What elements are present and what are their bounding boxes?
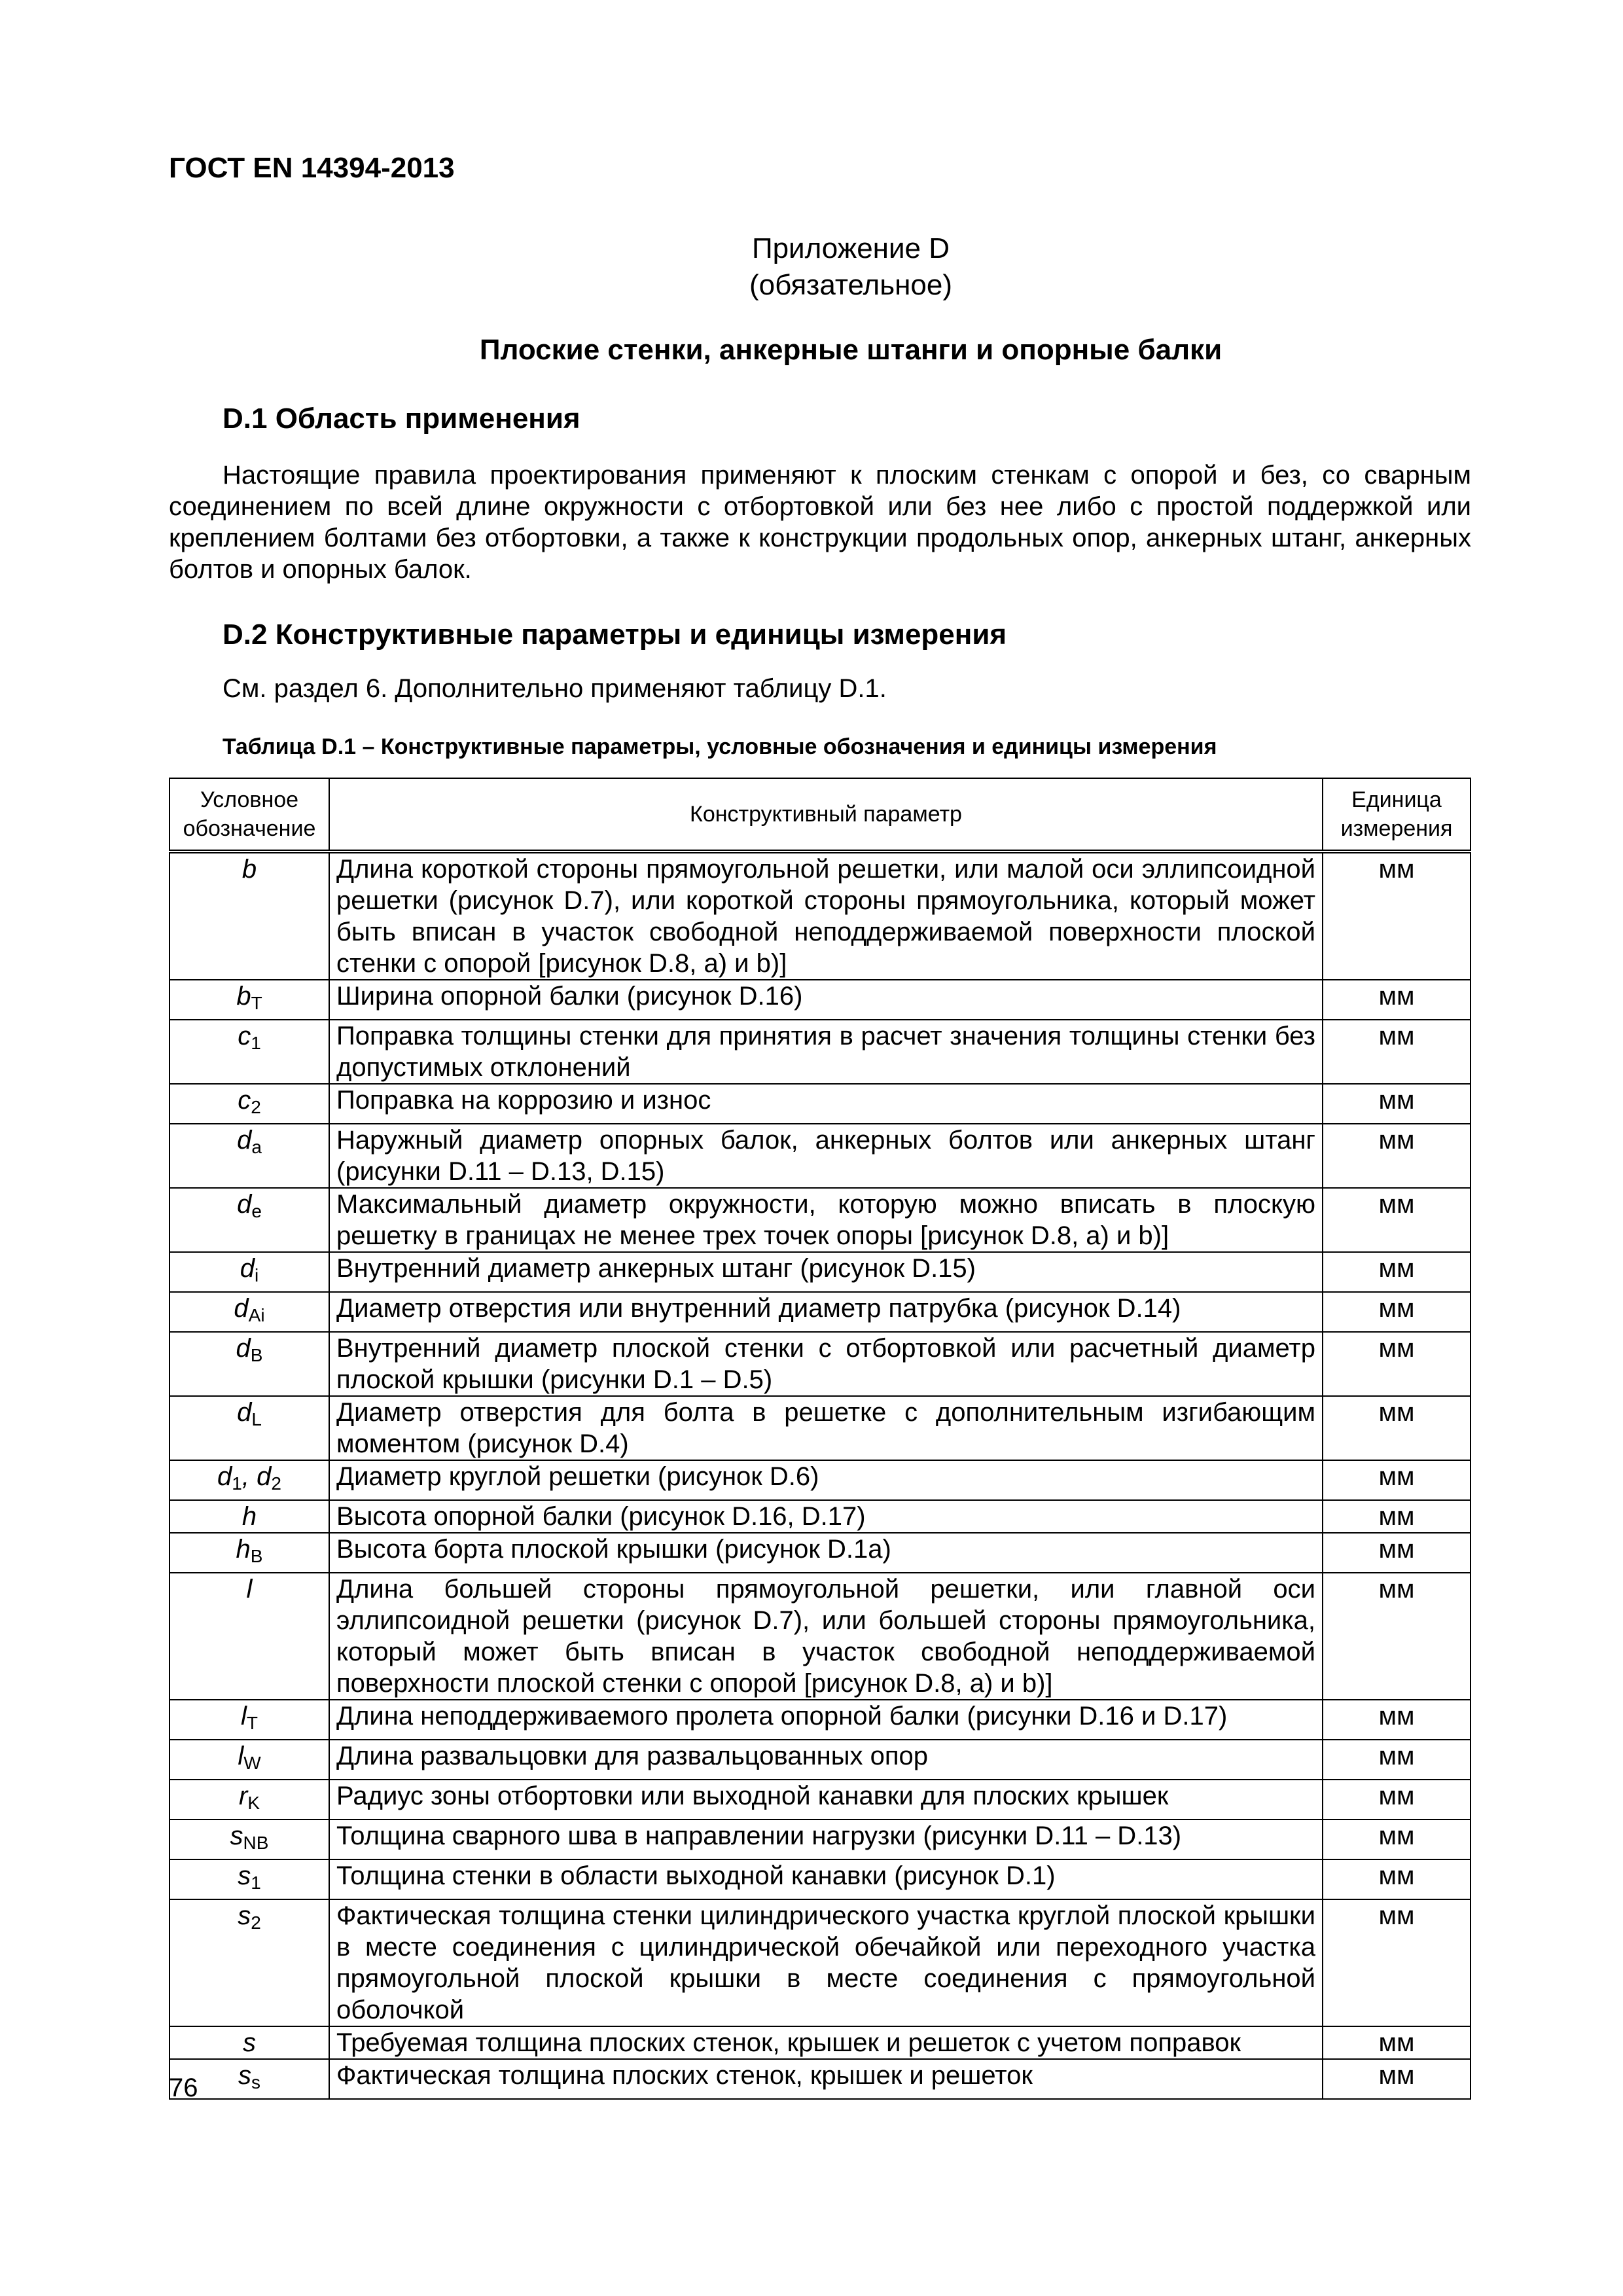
- parameter-description: Длина короткой стороны прямоугольной решетки, или малой оси эллипсоидной решетки (рисунок D.7), или короткой стороны прямоугольника, который может быть вписан в участок свободной неподдерживаемой поверхности плоской стенки с опорой [рисунок D.8, a) и b)]: [329, 852, 1323, 980]
- parameter-description: Наружный диаметр опорных балок, анкерных болтов или анкерных штанг (рисунки D.11 – D.13, D.15): [329, 1124, 1323, 1188]
- annex-status: (обязательное): [749, 269, 953, 301]
- header-unit: [1323, 778, 1471, 852]
- symbol-letter: c: [238, 1086, 251, 1115]
- header-parameter: Конструктивный параметр: [329, 778, 1323, 852]
- table-caption: Таблица D.1 – Конструктивные параметры, условные обозначения и единицы измерения: [223, 734, 1217, 759]
- table-body: [169, 852, 1471, 2099]
- parameter-description: Требуемая толщина плоских стенок, крышек и решеток с учетом поправок: [329, 2026, 1323, 2059]
- parameter-description: Поправка на коррозию и износ: [329, 1084, 1323, 1124]
- table-row: [169, 1332, 1471, 1396]
- table-row: [169, 1573, 1471, 1700]
- symbol-letter: d: [237, 1126, 252, 1155]
- unit-cell: мм: [1323, 1859, 1471, 1899]
- parameter-description: Длина развальцовки для развальцованных опор: [329, 1740, 1323, 1780]
- table-row: [169, 1500, 1471, 1533]
- unit-cell: мм: [1323, 1740, 1471, 1780]
- symbol-subscript: B: [250, 1546, 263, 1566]
- symbol-letter: c: [238, 1022, 251, 1050]
- header-symbol: [169, 778, 329, 852]
- table-row: [169, 1460, 1471, 1500]
- unit-cell: мм: [1323, 1084, 1471, 1124]
- table-header-row: [169, 778, 1471, 852]
- parameter-description: Длина большей стороны прямоугольной решетки, или главной оси эллипсоидной решетки (рисунок D.7), или большей стороны прямоугольника, который может быть вписан в участок свободной неподдерживаемой поверхности плоской стенки с опорой [рисунок D.8, a) и b)]: [329, 1573, 1323, 1700]
- annex-main-title: Плоские стенки, анкерные штанги и опорные балки: [479, 334, 1222, 366]
- symbol-subscript: NB: [243, 1833, 269, 1853]
- symbol-letter: d: [237, 1190, 252, 1219]
- symbol-subscript: K: [247, 1793, 260, 1813]
- table-row: [169, 1899, 1471, 2026]
- unit-cell: мм: [1323, 852, 1471, 980]
- header-unit-line2: измерения: [1340, 816, 1453, 841]
- symbol-subscript: 2: [251, 1912, 261, 1933]
- symbol-cell: [169, 1084, 329, 1124]
- symbol-cell: [169, 1573, 329, 1700]
- symbol-cell: [169, 1460, 329, 1500]
- unit-cell: мм: [1323, 1252, 1471, 1292]
- parameter-description: Фактическая толщина стенки цилиндрического участка круглой плоской крышки в месте соединения с цилиндрической обечайкой или переходного участка прямоугольной плоской крышки в месте соединения с прямоугольной оболочкой: [329, 1899, 1323, 2026]
- symbol-letter: l: [246, 1575, 253, 1604]
- symbol-letter: s: [238, 1861, 251, 1890]
- symbol-cell: [169, 1740, 329, 1780]
- unit-cell: мм: [1323, 1332, 1471, 1396]
- symbol-letter: d: [217, 1462, 232, 1491]
- symbol-letter: s: [230, 1821, 243, 1850]
- page-number: 76: [169, 2073, 198, 2102]
- symbol-subscript: B: [250, 1345, 263, 1365]
- symbol-cell: [169, 1188, 329, 1252]
- symbol-cell: [169, 2026, 329, 2059]
- symbol-subscript: 1: [232, 1473, 242, 1494]
- symbol-cell: [169, 1252, 329, 1292]
- table-row: [169, 1188, 1471, 1252]
- parameter-description: Максимальный диаметр окружности, которую можно вписать в плоскую решетку в границах не менее трех точек опоры [рисунок D.8, a) и b)]: [329, 1188, 1323, 1252]
- unit-cell: мм: [1323, 2026, 1471, 2059]
- symbol-letter: s: [238, 2061, 251, 2090]
- symbol-letter: b: [236, 982, 251, 1011]
- annex-heading: [0, 232, 1623, 302]
- parameter-description: Фактическая толщина плоских стенок, крышек и решеток: [329, 2059, 1323, 2099]
- header-symbol-line1: Условное: [200, 787, 299, 812]
- header-symbol-line2: обозначение: [183, 816, 316, 841]
- header-unit-line1: Единица: [1351, 787, 1442, 812]
- symbol-cell: [169, 980, 329, 1020]
- table-row: [169, 852, 1471, 980]
- parameter-description: Внутренний диаметр анкерных штанг (рисунок D.15): [329, 1252, 1323, 1292]
- symbol-cell: [169, 1332, 329, 1396]
- symbol-subscript: 2: [271, 1473, 281, 1494]
- unit-cell: мм: [1323, 1292, 1471, 1332]
- parameter-description: Диаметр отверстия для болта в решетке с дополнительным изгибающим моментом (рисунок D.4): [329, 1396, 1323, 1460]
- section-1-paragraph: Настоящие правила проектирования применяют к плоским стенкам с опорой и без, со сварным соединением по всей длине окружности с отбортовкой или без нее либо с простой поддержкой или креплением болтами без отбортовки, а также к конструкции продольных опор, анкерных штанг, анкерных болтов и опорных балок.: [169, 461, 1471, 584]
- symbol-letter: d: [234, 1294, 249, 1323]
- parameter-description: Поправка толщины стенки для принятия в расчет значения толщины стенки без допустимых отклонений: [329, 1020, 1323, 1084]
- symbol-cell: [169, 1820, 329, 1859]
- unit-cell: мм: [1323, 1780, 1471, 1820]
- parameter-description: Диаметр круглой решетки (рисунок D.6): [329, 1460, 1323, 1500]
- symbol-cell: [169, 852, 329, 980]
- symbol-letter: d: [237, 1398, 252, 1427]
- symbol-cell: [169, 1899, 329, 2026]
- unit-cell: мм: [1323, 1396, 1471, 1460]
- parameter-description: Радиус зоны отбортовки или выходной канавки для плоских крышек: [329, 1780, 1323, 1820]
- symbol-subscript: 1: [251, 1873, 261, 1893]
- symbol-subscript: e: [251, 1201, 262, 1221]
- symbol-subscript: i: [255, 1265, 259, 1285]
- symbol-cell: [169, 1500, 329, 1533]
- symbol-subscript: 2: [251, 1097, 261, 1117]
- symbol-subscript: L: [251, 1409, 262, 1429]
- table-row: [169, 1740, 1471, 1780]
- unit-cell: мм: [1323, 2059, 1471, 2099]
- unit-cell: мм: [1323, 1460, 1471, 1500]
- symbol-letter: , d: [241, 1462, 272, 1491]
- table-row: [169, 1292, 1471, 1332]
- section-1-title: D.1 Область применения: [223, 403, 580, 435]
- symbol-cell: [169, 1292, 329, 1332]
- parameter-description: Диаметр отверстия или внутренний диаметр патрубка (рисунок D.14): [329, 1292, 1323, 1332]
- table-row: [169, 980, 1471, 1020]
- symbol-cell: [169, 1859, 329, 1899]
- symbol-subscript: 1: [251, 1033, 261, 1053]
- symbol-cell: [169, 1396, 329, 1460]
- table-row: [169, 1124, 1471, 1188]
- symbol-subscript: T: [246, 1713, 258, 1733]
- unit-cell: мм: [1323, 980, 1471, 1020]
- unit-cell: мм: [1323, 1899, 1471, 2026]
- table-row: [169, 1084, 1471, 1124]
- parameters-table: [169, 778, 1471, 2100]
- table-row: [169, 1780, 1471, 1820]
- table-row: [169, 2026, 1471, 2059]
- symbol-subscript: s: [251, 2072, 260, 2092]
- symbol-letter: l: [241, 1702, 247, 1731]
- symbol-letter: l: [238, 1742, 244, 1770]
- symbol-cell: [169, 1020, 329, 1084]
- table-row: [169, 1820, 1471, 1859]
- symbol-letter: d: [240, 1254, 255, 1283]
- unit-cell: мм: [1323, 1533, 1471, 1573]
- table-row: [169, 1533, 1471, 1573]
- unit-cell: мм: [1323, 1188, 1471, 1252]
- symbol-letter: b: [241, 855, 257, 884]
- table-row: [169, 1252, 1471, 1292]
- parameter-description: Ширина опорной балки (рисунок D.16): [329, 980, 1323, 1020]
- parameter-description: Внутренний диаметр плоской стенки с отбортовкой или расчетный диаметр плоской крышки (рисунки D.1 – D.5): [329, 1332, 1323, 1396]
- parameter-description: Толщина стенки в области выходной канавки (рисунок D.1): [329, 1859, 1323, 1899]
- parameter-description: Длина неподдерживаемого пролета опорной балки (рисунки D.16 и D.17): [329, 1700, 1323, 1740]
- table-row: [169, 1700, 1471, 1740]
- symbol-cell: [169, 1124, 329, 1188]
- unit-cell: мм: [1323, 1020, 1471, 1084]
- section-2-title: D.2 Конструктивные параметры и единицы измерения: [223, 619, 1007, 651]
- symbol-letter: h: [241, 1502, 257, 1531]
- symbol-subscript: a: [251, 1137, 262, 1157]
- parameter-description: Высота борта плоской крышки (рисунок D.1a): [329, 1533, 1323, 1573]
- unit-cell: мм: [1323, 1124, 1471, 1188]
- symbol-subscript: W: [243, 1753, 261, 1773]
- unit-cell: мм: [1323, 1820, 1471, 1859]
- table-row: [169, 1020, 1471, 1084]
- annex-title: Приложение D: [751, 232, 950, 264]
- symbol-subscript: Ai: [248, 1305, 265, 1325]
- symbol-cell: [169, 1700, 329, 1740]
- symbol-subscript: T: [251, 993, 262, 1013]
- symbol-letter: d: [236, 1334, 251, 1363]
- document-header: ГОСТ EN 14394-2013: [169, 152, 455, 184]
- symbol-letter: h: [236, 1535, 251, 1564]
- parameter-description: Высота опорной балки (рисунок D.16, D.17): [329, 1500, 1323, 1533]
- symbol-cell: [169, 1533, 329, 1573]
- unit-cell: мм: [1323, 1700, 1471, 1740]
- symbol-cell: [169, 1780, 329, 1820]
- symbol-letter: r: [238, 1782, 248, 1810]
- symbol-letter: s: [238, 1901, 251, 1930]
- symbol-letter: s: [243, 2028, 256, 2057]
- table-row: [169, 2059, 1471, 2099]
- section-2-paragraph: См. раздел 6. Дополнительно применяют таблицу D.1.: [223, 674, 887, 703]
- table-row: [169, 1859, 1471, 1899]
- unit-cell: мм: [1323, 1500, 1471, 1533]
- table-row: [169, 1396, 1471, 1460]
- parameter-description: Толщина сварного шва в направлении нагрузки (рисунки D.11 – D.13): [329, 1820, 1323, 1859]
- unit-cell: мм: [1323, 1573, 1471, 1700]
